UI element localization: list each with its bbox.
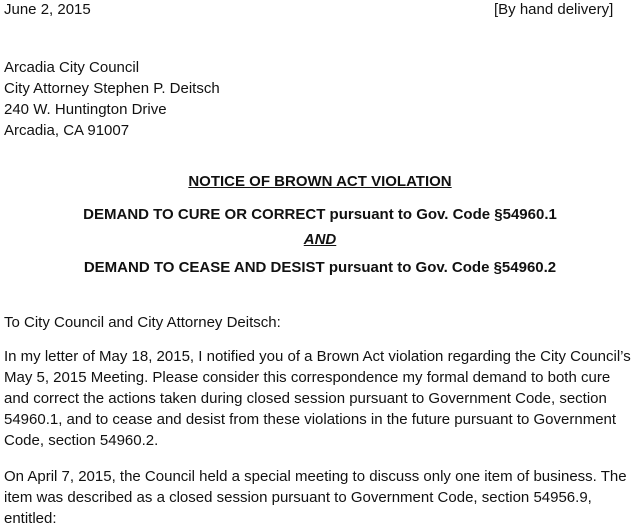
paragraph-line: Code, section 54960.2. bbox=[4, 432, 159, 449]
paragraph-line: May 5, 2015 Meeting. Please consider this correspondence my formal demand to both cure bbox=[4, 369, 611, 386]
address-line: City Attorney Stephen P. Deitsch bbox=[4, 80, 220, 97]
salutation: To City Council and City Attorney Deitsch: bbox=[4, 314, 281, 331]
letter-date: June 2, 2015 bbox=[4, 1, 91, 18]
notice-title: NOTICE OF BROWN ACT VIOLATION bbox=[188, 173, 452, 190]
delivery-method: [By hand delivery] bbox=[494, 1, 614, 18]
paragraph-line: entitled: bbox=[4, 510, 57, 527]
paragraph-line: On April 7, 2015, the Council held a special meeting to discuss only one item of business. The bbox=[4, 468, 627, 485]
paragraph-line: In my letter of May 18, 2015, I notified you of a Brown Act violation regarding the City Council’s bbox=[4, 348, 631, 365]
address-line: Arcadia, CA 91007 bbox=[4, 122, 130, 139]
paragraph-line: item was described as a closed session pursuant to Government Code, section 54956.9, bbox=[4, 489, 592, 506]
address-line: 240 W. Huntington Drive bbox=[4, 101, 167, 118]
paragraph-line: 54960.1, and to cease and desist from these violations in the future pursuant to Government bbox=[4, 411, 617, 428]
and-connector: AND bbox=[303, 231, 337, 248]
paragraph-line: and correct the actions taken during closed session pursuant to Government Code, section bbox=[4, 390, 607, 407]
demand-cease-desist: DEMAND TO CEASE AND DESIST pursuant to Gov. Code §54960.2 bbox=[83, 259, 557, 276]
address-line: Arcadia City Council bbox=[4, 59, 140, 76]
demand-cure-correct: DEMAND TO CURE OR CORRECT pursuant to Gov. Code §54960.1 bbox=[83, 206, 557, 223]
